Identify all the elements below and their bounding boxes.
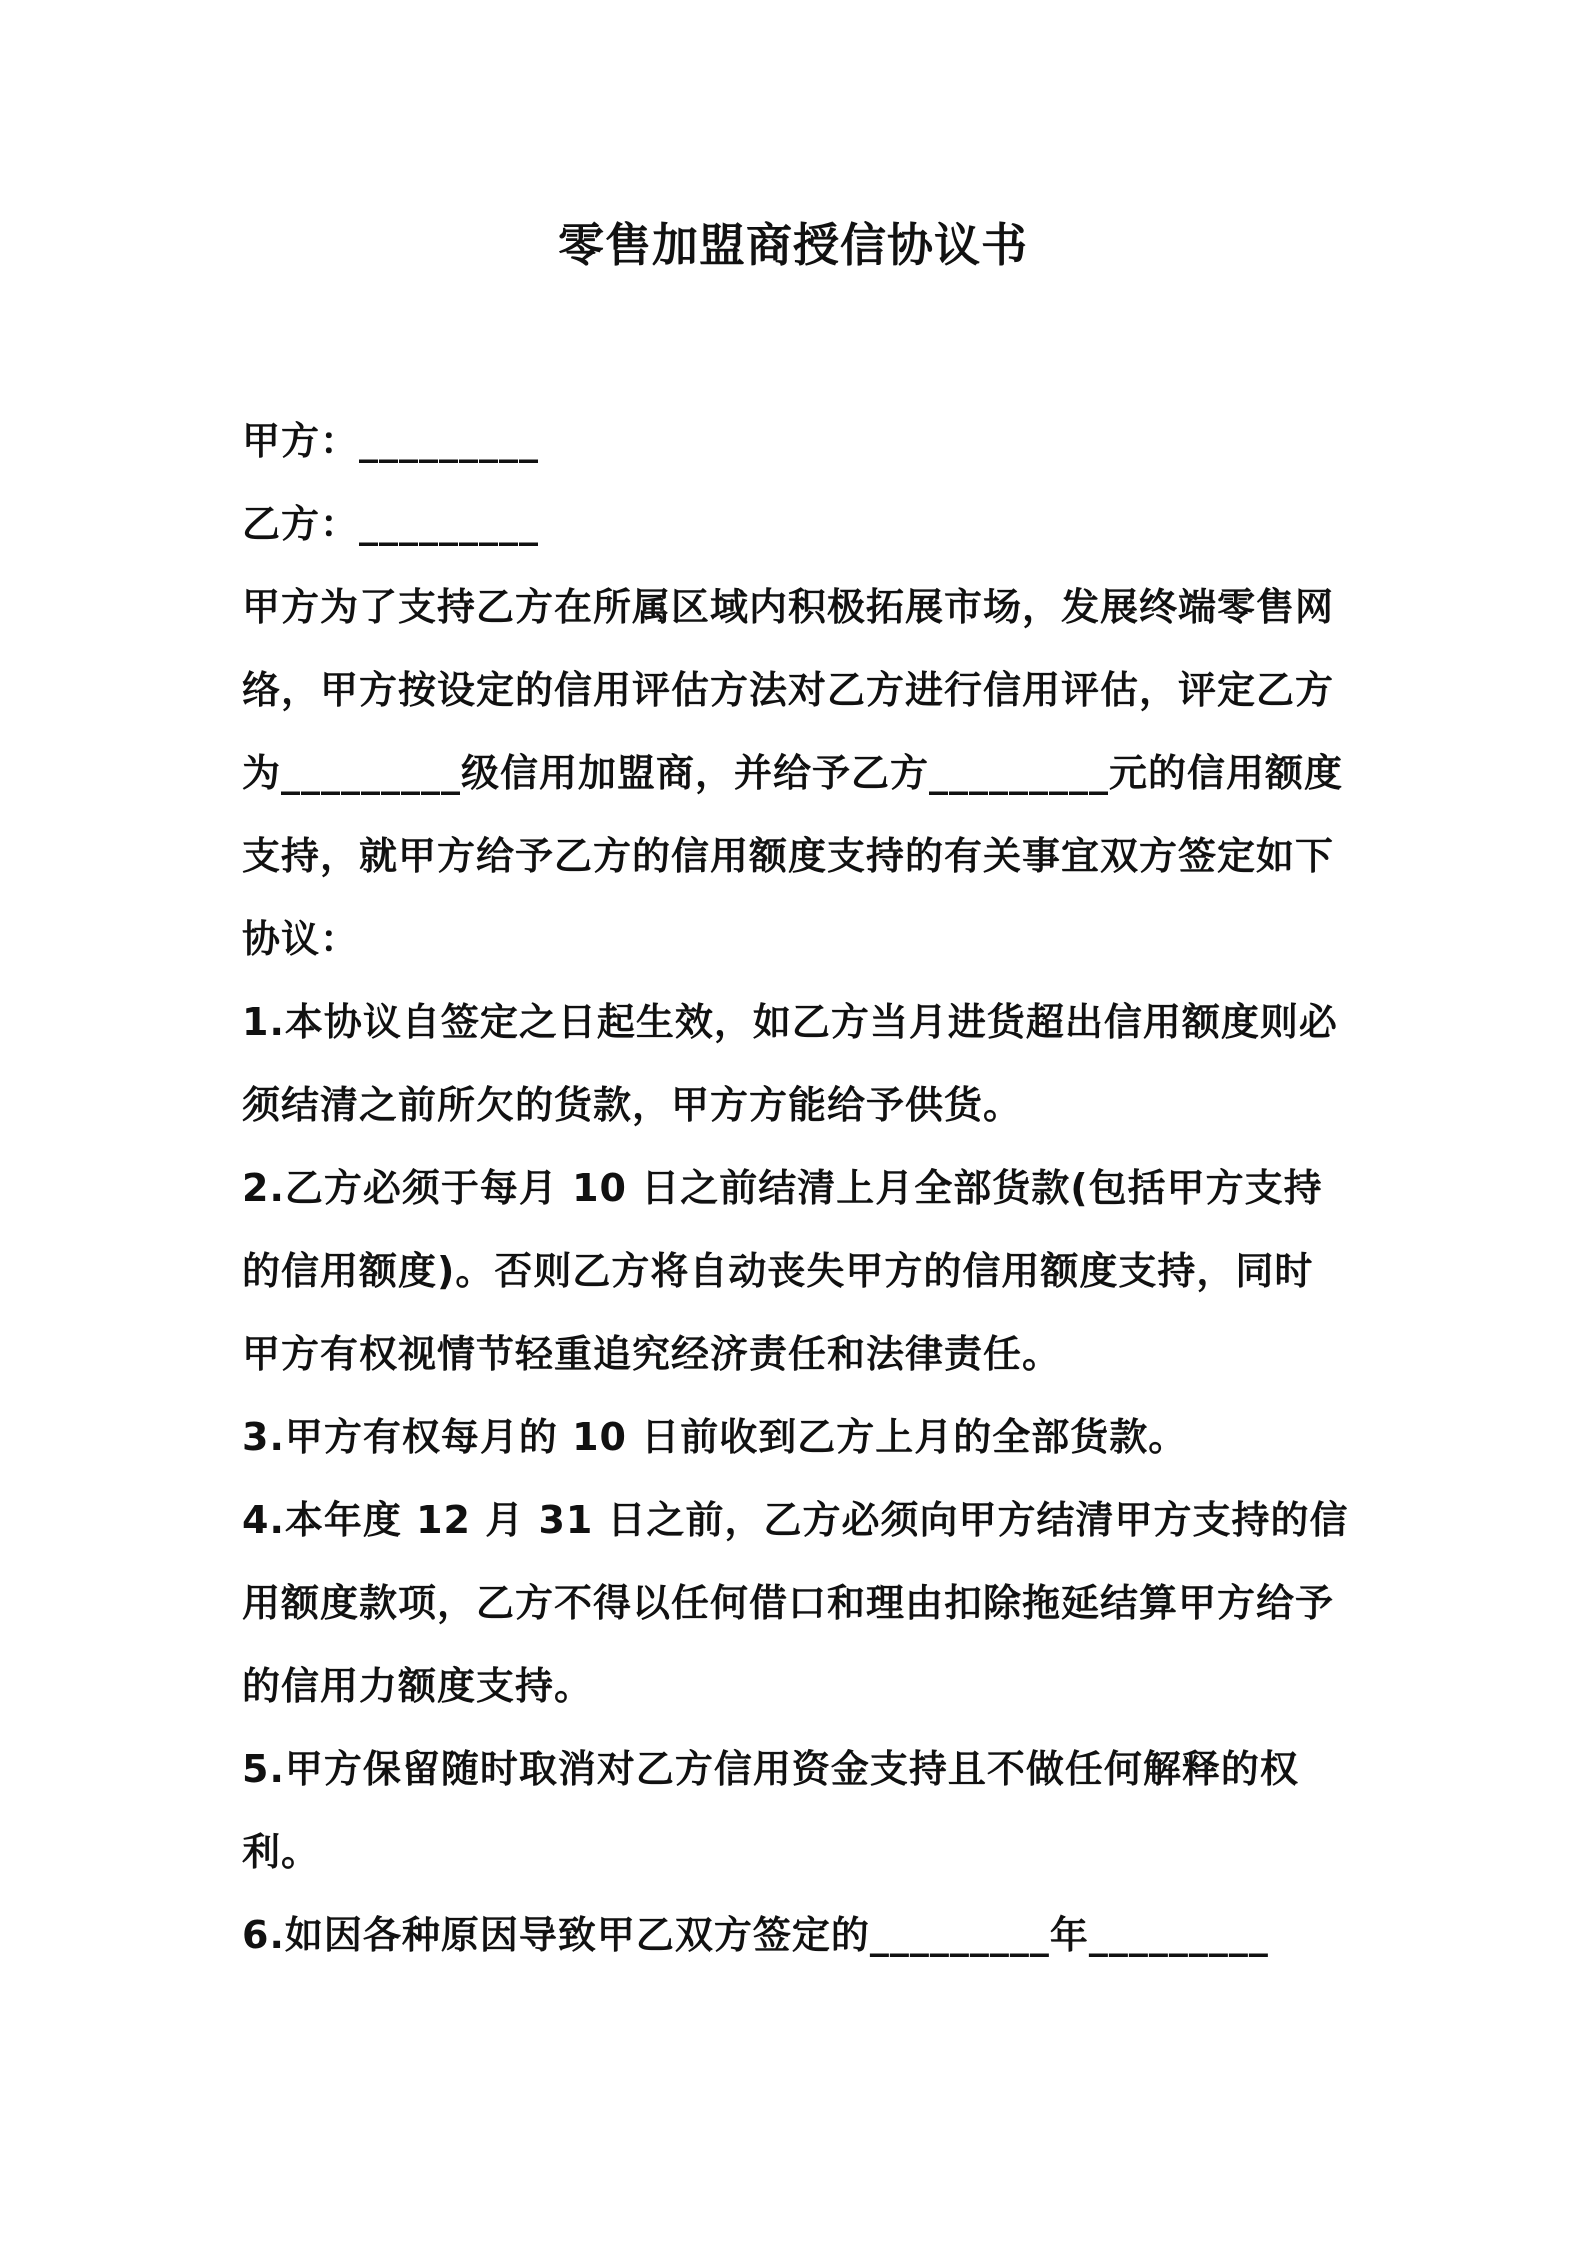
intro-paragraph: 甲方为了支持乙方在所属区域内积极拓展市场，发展终端零售网络，甲方按设定的信用评估方法对乙方进行信用评估，评定乙方为_________级信用加盟商，并给予乙方_________元的信用额度支持，就甲方给予乙方的信用额度支持的有关事宜双方签定如下协议： bbox=[242, 585, 1344, 961]
clause-2: 2.乙方必须于每月 10 日之前结清上月全部货款(包括甲方支持的信用额度)。否则乙方将自动丧失甲方的信用额度支持，同时甲方有权视情节轻重追究经济责任和法律责任。 bbox=[242, 1166, 1323, 1376]
clause-6: 6.如因各种原因导致甲乙双方签定的_________年_________ bbox=[242, 1913, 1269, 1957]
document-title: 零售加盟商授信协议书 bbox=[558, 218, 1028, 272]
clause-3: 3.甲方有权每月的 10 日前收到乙方上月的全部货款。 bbox=[242, 1415, 1188, 1459]
party-a-line: 甲方：_________ bbox=[242, 419, 540, 463]
document-body bbox=[242, 400, 1352, 1977]
party-b-line: 乙方：_________ bbox=[242, 502, 540, 546]
clause-4: 4.本年度 12 月 31 日之前，乙方必须向甲方结清甲方支持的信用额度款项，乙方不得以任何借口和理由扣除拖延结算甲方给予的信用力额度支持。 bbox=[242, 1498, 1349, 1708]
clause-5: 5.甲方保留随时取消对乙方信用资金支持且不做任何解释的权利。 bbox=[242, 1747, 1299, 1874]
clause-1: 1.本协议自签定之日起生效，如乙方当月进货超出信用额度则必须结清之前所欠的货款，甲方方能给予供货。 bbox=[242, 1000, 1338, 1127]
